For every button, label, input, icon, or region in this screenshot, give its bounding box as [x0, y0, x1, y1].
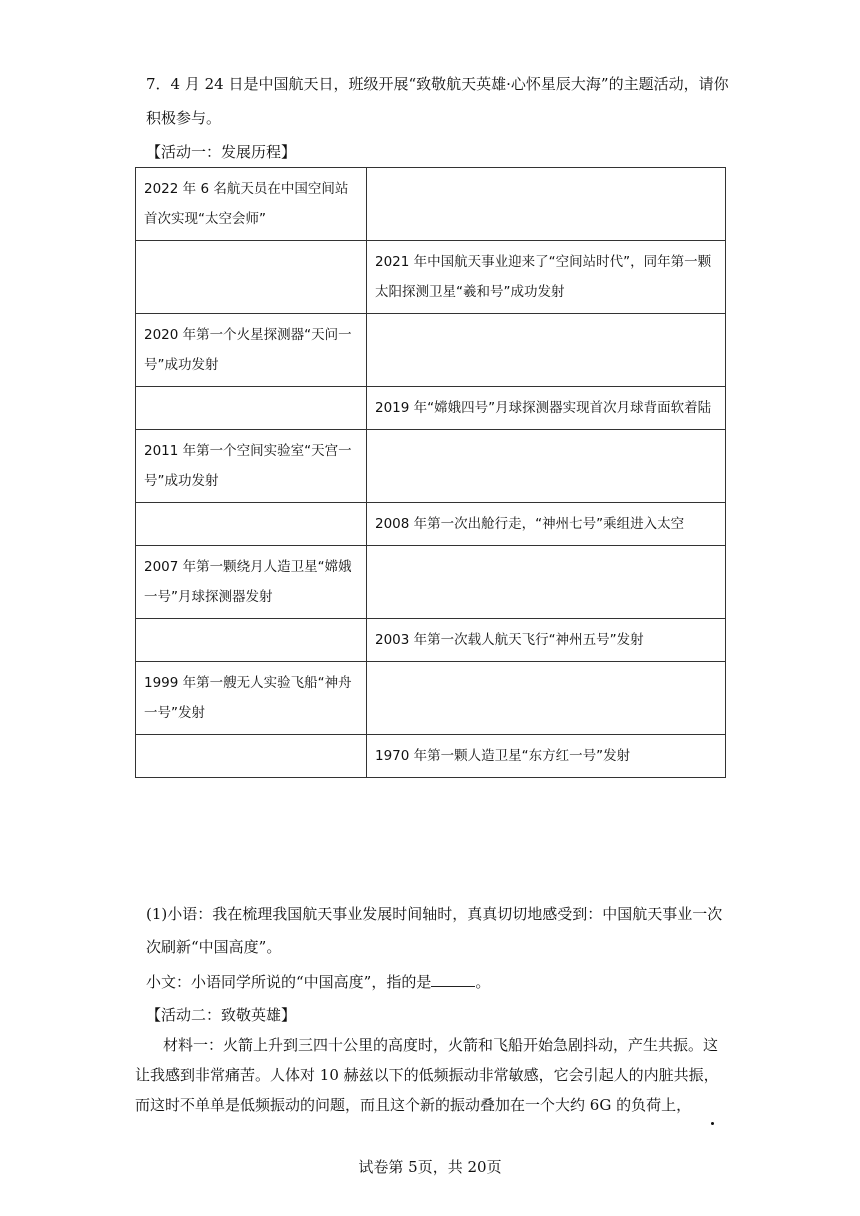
timeline-row [136, 314, 726, 387]
timeline-cell-left: 2020 年第一个火星探测器“天问一号”成功发射 [136, 314, 367, 387]
timeline-row [136, 430, 726, 503]
timeline-row [136, 168, 726, 241]
timeline-cell-right [367, 314, 726, 387]
timeline-cell-right [367, 662, 726, 735]
question-intro-line2: 积极参与。 [146, 109, 222, 127]
timeline-row [136, 503, 726, 546]
timeline-cell-right [367, 546, 726, 619]
q1-line2: 次刷新“中国高度”。 [146, 938, 282, 956]
q1-answer-line [146, 972, 726, 992]
timeline-cell-left: 2011 年第一个空间实验室“天宫一号”成功发射 [136, 430, 367, 503]
timeline-cell-right: 2021 年中国航天事业迎来了“空间站时代”，同年第一颗太阳探测卫星“羲和号”成功发射 [367, 241, 726, 314]
timeline-row [136, 241, 726, 314]
timeline-cell-left: 1999 年第一艘无人实验飞船“神舟一号”发射 [136, 662, 367, 735]
material1-text: 材料一：火箭上升到三四十公里的高度时，火箭和飞船开始急剧抖动，产生共振。这让我感到非常痛苦。人体对 10 赫兹以下的低频振动非常敏感，它会引起人的内脏共振，而这时不单单是低频振动的问题，而且这个新的振动叠加在一个大约 6G 的负荷上， [135, 1036, 719, 1114]
timeline-cell-left [136, 619, 367, 662]
timeline-cell-right [367, 168, 726, 241]
timeline-cell-left [136, 241, 367, 314]
timeline-row [136, 546, 726, 619]
activity2-heading: 【活动二：致敬英雄】 [146, 1006, 297, 1024]
timeline-cell-left: 2007 年第一颗绕月人造卫星“嫦娥一号”月球探测器发射 [136, 546, 367, 619]
emphasis-dot [711, 1122, 714, 1125]
page-footer: 试卷第 5页，共 20页 [358, 1158, 502, 1176]
q1-prompt-end: 。 [475, 973, 491, 991]
timeline-row [136, 619, 726, 662]
timeline-cell-left: 2022 年 6 名航天员在中国空间站首次实现“太空会师” [136, 168, 367, 241]
timeline-cell-right [367, 430, 726, 503]
timeline-cell-left [136, 387, 367, 430]
timeline-row [136, 735, 726, 778]
q1-prompt: 小文：小语同学所说的“中国高度”，指的是 [146, 973, 432, 991]
timeline-cell-right: 2019 年“嫦娥四号”月球探测器实现首次月球背面软着陆 [367, 387, 726, 430]
activity1-heading: 【活动一：发展历程】 [146, 143, 297, 161]
q1-line1: (1)小语：我在梳理我国航天事业发展时间轴时，真真切切地感受到：中国航天事业一次 [146, 905, 723, 923]
timeline-row [136, 387, 726, 430]
question-intro-line1: 7．4 月 24 日是中国航天日，班级开展“致敬航天英雄·心怀星辰大海”的主题活动，请你 [146, 75, 729, 93]
answer-blank[interactable] [431, 972, 475, 987]
timeline-table [135, 167, 726, 778]
timeline-cell-right: 2003 年第一次载人航天飞行“神州五号”发射 [367, 619, 726, 662]
timeline-cell-right: 2008 年第一次出舱行走，“神州七号”乘组进入太空 [367, 503, 726, 546]
timeline-cell-left [136, 503, 367, 546]
timeline-cell-right: 1970 年第一颗人造卫星“东方红一号”发射 [367, 735, 726, 778]
timeline-row [136, 662, 726, 735]
timeline-cell-left [136, 735, 367, 778]
